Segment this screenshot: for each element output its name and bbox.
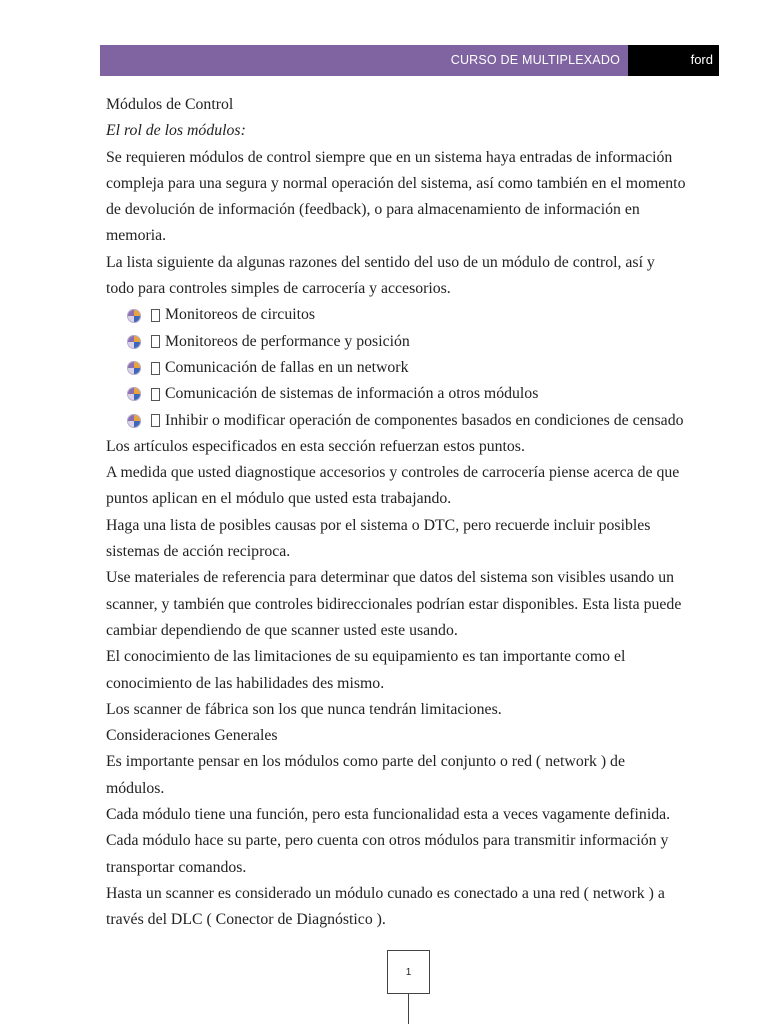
box-glyph-icon [151,309,160,322]
body-paragraph: Hasta un scanner es considerado un módulo cunado es conectado a una red ( network ) a través del DLC ( Conector de Diagnóstico ). [106,884,665,929]
list-item-text: Inhibir o modificar operación de componentes basados en condiciones de censado [165,411,684,429]
intro-paragraph: Se requieren módulos de control siempre que en un sistema haya entradas de información compleja para una segura y normal operación del sistema, así como también en el momento de devolución de información (feedback), o para almacenamiento de información en memoria. [106,148,686,245]
list-item [127,329,686,355]
list-intro-paragraph: La lista siguiente da algunas razones del sentido del uso de un módulo de control, así y todo para controles simples de carrocería y accesorios. [106,253,655,298]
list-item-text: Monitoreos de circuitos [165,306,316,324]
multicolor-disc-icon [127,414,141,428]
list-item [127,302,686,328]
page-number: 1 [387,950,430,994]
box-glyph-icon [151,388,160,401]
box-glyph-icon [151,414,160,427]
multicolor-disc-icon [127,387,141,401]
page-header-bar [100,45,719,76]
list-item [127,408,686,434]
multicolor-disc-icon [127,361,141,375]
document-body [106,92,686,934]
document-heading: Módulos de Control [106,96,234,113]
page-number-connector-line [408,994,409,1024]
body-paragraph: Los scanner de fábrica son los que nunca tendrán limitaciones. [106,700,502,718]
body-paragraph: Cada módulo hace su parte, pero cuenta con otros módulos para transmitir información y transportar comandos. [106,832,669,876]
document-subheading: El rol de los módulos: [106,122,246,140]
box-glyph-icon [151,362,160,375]
body-paragraph: Cada módulo tiene una función, pero esta funcionalidad esta a veces vagamente definida. [106,806,671,824]
list-item-text: Monitoreos de performance y posición [165,332,410,350]
list-item [127,355,686,381]
body-paragraph: Los artículos especificados en esta sección refuerzan estos puntos. [106,437,525,455]
body-paragraph: Haga una lista de posibles causas por el sistema o DTC, pero recuerde incluir posibles sistemas de acción reciproca. [106,516,651,561]
section-heading: Consideraciones Generales [106,727,278,745]
list-item-text: Comunicación de sistemas de información a otros módulos [165,385,539,403]
multicolor-disc-icon [127,309,141,323]
body-paragraph: Es importante pensar en los módulos como parte del conjunto o red ( network ) de módulos. [106,753,625,797]
reasons-list [106,302,686,433]
list-item [127,381,686,407]
header-title: CURSO DE MULTIPLEXADO [450,53,620,67]
multicolor-disc-icon [127,335,141,349]
header-brand: ford [628,45,719,76]
body-paragraph: El conocimiento de las limitaciones de su equipamiento es tan importante como el conocimiento de las habilidades des mismo. [106,648,626,692]
body-paragraph: A medida que usted diagnostique accesorios y controles de carrocería piense acerca de que puntos aplican en el módulo que usted esta trabajando. [106,464,680,508]
list-item-text: Comunicación de fallas en un network [165,358,409,376]
body-paragraph: Use materiales de referencia para determinar que datos del sistema son visibles usando un scanner, y también que controles bidireccionales podrían estar disponibles. Esta lista puede cambiar dependiendo de que scanner usted este usando. [106,569,682,639]
box-glyph-icon [151,335,160,348]
